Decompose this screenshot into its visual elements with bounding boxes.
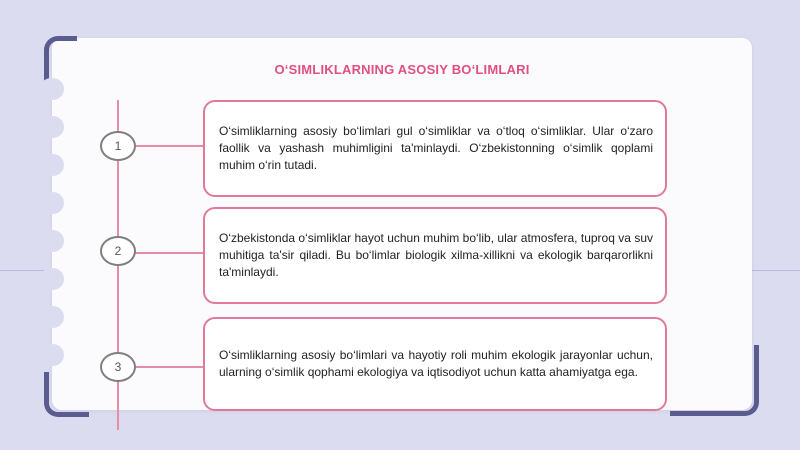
frame-corner-bottom-right — [670, 345, 759, 416]
step-number-badge: 3 — [100, 352, 136, 382]
binder-notch — [40, 344, 64, 366]
binder-notch — [40, 78, 64, 100]
step-text: O‘zbekistonda o‘simliklar hayot uchun muhim bo‘lib, ular atmosfera, tuproq va suv muhitiga ta'sir qiladi. Bu bo‘limlar biologik xilma-xillikni va ekologik barqarorlikni ta'minlaydi. — [219, 231, 653, 279]
binder-notch — [40, 230, 64, 252]
binder-notch — [40, 268, 64, 290]
step-text: O‘simliklarning asosiy bo‘limlari va hayotiy roli muhim ekologik jarayonlar uchun, ularning o‘simlik qophami ekologiya va iqtisodiyot uchun katta ahamiyatga ega. — [219, 348, 653, 379]
binder-notch — [40, 192, 64, 214]
step-number-badge: 1 — [100, 131, 136, 161]
binder-notch — [40, 306, 64, 328]
step-text-box — [203, 207, 667, 304]
step-number-badge: 2 — [100, 236, 136, 266]
frame-corner-bottom-left — [44, 372, 89, 417]
binder-notch — [40, 154, 64, 176]
step-text-box — [203, 317, 667, 411]
slide-title: O‘SIMLIKLARNING ASOSIY BO‘LIMLARI — [274, 62, 530, 77]
binder-notch — [40, 116, 64, 138]
step-text-box — [203, 100, 667, 197]
step-text: O‘simliklarning asosiy bo‘limlari gul o‘simliklar va o‘tloq o‘simliklar. Ular o‘zaro faollik va yashash muhimligini ta'minlaydi. O‘zbekistonning o‘simlik qoplami muhim o‘rin tutadi. — [219, 124, 653, 172]
